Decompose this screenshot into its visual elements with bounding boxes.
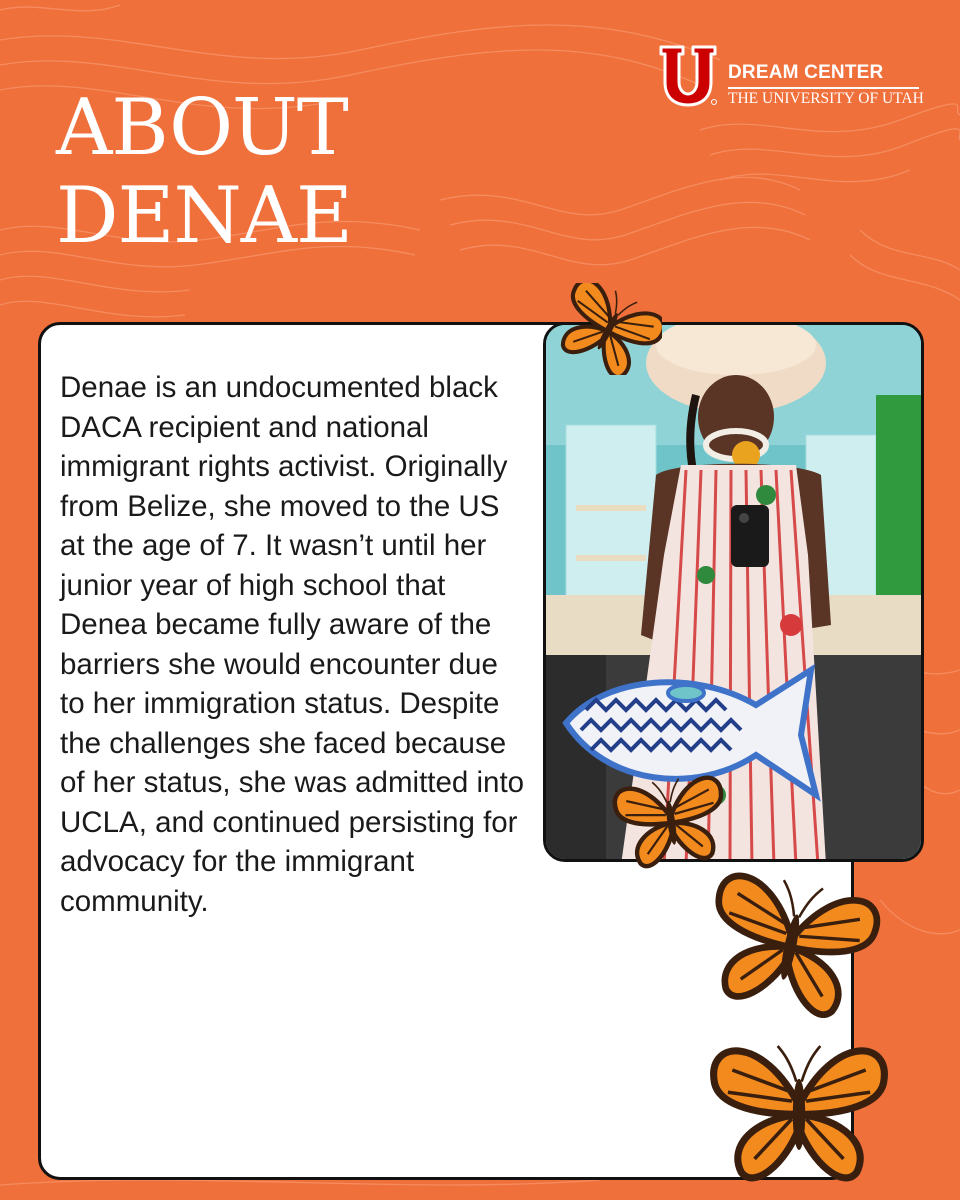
- brand-subtitle: THE UNIVERSITY OF UTAH: [728, 90, 924, 107]
- bio-text: Denae is an undocumented black DACA recipient and national immigrant rights activist. Originally from Belize, she moved to the US at the age of 7. It wasn’t until her junior year of high school that Denea became fully aware of the barriers she would encounter due to her immigration status. Despite the challenges she faced because of her status, she was admitted into UCLA, and continued persisting for advocacy for the immigrant community.: [60, 371, 525, 918]
- title-line-2: DENAE: [56, 171, 352, 261]
- dream-center-logo: [658, 44, 924, 110]
- brand-divider: [728, 87, 919, 89]
- monarch-butterfly-icon: [664, 1030, 934, 1190]
- monarch-butterfly-icon: [676, 868, 906, 1018]
- title-line-1: ABOUT: [56, 83, 348, 173]
- monarch-butterfly-icon: [601, 770, 741, 870]
- monarch-butterfly-icon: [556, 283, 662, 375]
- university-u-logo-icon: [658, 44, 718, 108]
- brand-name: DREAM CENTER: [728, 62, 884, 83]
- page-title: [56, 84, 352, 260]
